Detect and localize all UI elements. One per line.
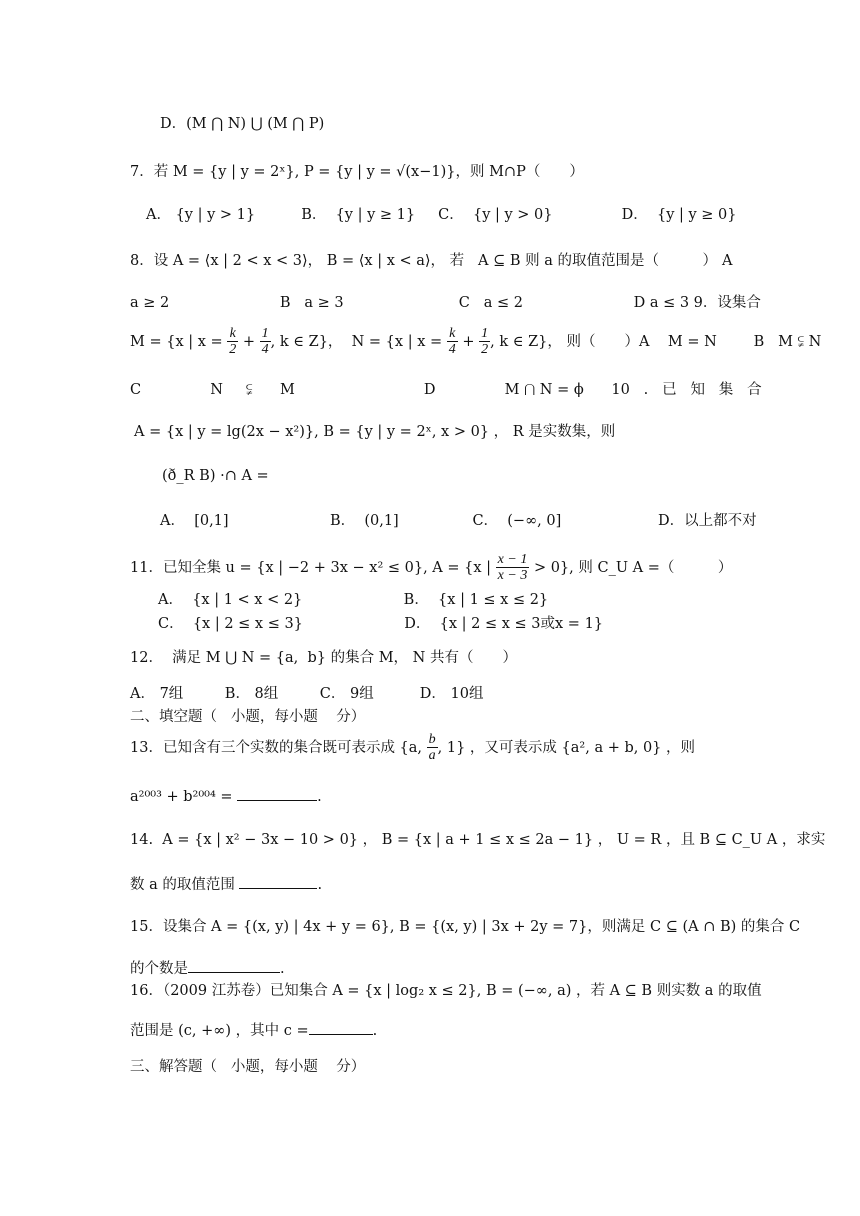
question-10-expression: (ð_R B) ·∩ A = — [162, 468, 269, 484]
q13-pre: 13．已知含有三个实数的集合既可表示成 {a, — [130, 739, 427, 756]
q9-m-set-pre: M = {x | x = — [130, 333, 228, 350]
q9-options-ab: , k ∈ Z}， 则（ ）A M = N B M ⫋ N — [490, 333, 822, 350]
q13-post: , 1} ，又可表示成 {a², a + b, 0} ，则 — [437, 739, 696, 756]
question-8-option-a-label: A — [722, 253, 733, 269]
fraction-denominator: 2 — [481, 342, 489, 357]
answer-blank[interactable] — [188, 958, 280, 973]
answer-blank[interactable] — [237, 786, 317, 801]
question-9-sets — [130, 326, 821, 357]
answer-blank[interactable] — [309, 1020, 373, 1035]
question-12: 12． 满足 M ⋃ N = {a, b} 的集合 M， N 共有（ ） — [130, 650, 517, 666]
period: . — [317, 789, 322, 805]
question-11-options-cd: C． {x | 2 ≤ x ≤ 3} D． {x | 2 ≤ x ≤ 3或x = 1} — [158, 616, 604, 632]
plus-sign: + — [457, 333, 480, 350]
q6-option-d: D．(M ⋂ N) ⋃ (M ⋂ P) — [160, 116, 325, 132]
fraction-numerator: k — [447, 326, 458, 342]
fraction-denominator: a — [428, 748, 436, 763]
fraction-numerator: x − 1 — [497, 552, 528, 567]
fraction-b-over-a — [427, 732, 438, 763]
question-13 — [130, 732, 695, 763]
section-3-heading: 三、解答题（ 小题，每小题 分） — [130, 1059, 366, 1075]
period: . — [280, 961, 285, 977]
question-11 — [130, 552, 732, 583]
answer-blank[interactable] — [239, 874, 317, 889]
q15-prompt: 的个数是 — [130, 961, 188, 977]
question-10-sets: A = {x | y = lg(2x − x²)}, B = {y | y = 2ˣ, x > 0} ， R 是实数集，则 — [134, 424, 616, 440]
fraction-numerator: k — [227, 326, 238, 342]
fraction-denominator: x − 3 — [497, 568, 528, 583]
fraction-numerator: 1 — [481, 326, 489, 341]
fraction-k-over-2 — [227, 326, 238, 357]
fraction-numerator: 1 — [261, 326, 269, 341]
q9-n-set-pre: , k ∈ Z}， N = {x | x = — [270, 333, 447, 350]
plus-sign: + — [238, 333, 260, 350]
period: . — [372, 1023, 378, 1039]
q11-post: > 0}, 则 C_U A =（ ） — [529, 559, 733, 576]
question-15: 15．设集合 A = {(x, y) | 4x + y = 6}, B = {(x, y) | 3x + 2y = 7}，则满足 C ⊆ (A ∩ B) 的集合 C — [130, 919, 801, 935]
question-15-answer-line — [130, 958, 285, 979]
question-14-answer-line — [130, 874, 322, 895]
fraction-numerator: b — [428, 732, 436, 747]
fraction-denominator: 2 — [229, 342, 237, 357]
period: . — [317, 877, 323, 893]
fraction-1-over-4 — [260, 326, 271, 357]
question-14: 14. A = {x | x² − 3x − 10 > 0} ， B = {x | a + 1 ≤ x ≤ 2a − 1} ， U = R ，且 B ⊆ C_U A ，求实 — [130, 832, 826, 848]
question-8-options-and-9: a ≥ 2 B a ≥ 3 C a ≤ 2 D a ≤ 3 9．设集合 — [130, 295, 761, 311]
question-10-options: A． [0,1] B． (0,1] C． (−∞, 0] D．以上都不对 — [160, 513, 757, 529]
question-9-options-cd-and-10: C N ⫋ M D M ⋂ N = ϕ 10 . 已 知 集 合 — [130, 382, 762, 398]
fraction-x-minus-1-over-x-minus-3 — [496, 552, 530, 583]
section-2-heading: 二、填空题（ 小题，每小题 分） — [130, 709, 366, 725]
question-12-options: A． 7组 B． 8组 C． 9组 D． 10组 — [130, 686, 484, 702]
q14-prompt: 数 a 的取值范围 — [130, 877, 240, 893]
question-11-options-ab: A． {x | 1 < x < 2} B． {x | 1 ≤ x ≤ 2} — [158, 592, 549, 608]
question-7: 7．若 M = {y | y = 2ˣ}, P = {y | y = √(x−1)}，则 M∩P（ ） — [130, 164, 584, 180]
question-16-answer-line — [130, 1020, 377, 1041]
question-13-answer-line — [130, 786, 322, 807]
question-8: 8．设 A = ⟨x | 2 < x < 3⟩， B = ⟨x | x < a⟩， 若 A ⊆ B 则 a 的取值范围是（ ） — [130, 253, 717, 269]
question-7-options: A． {y | y > 1} B． {y | y ≥ 1} C． {y | y > 0} D． {y | y ≥ 0} — [146, 207, 737, 223]
fraction-denominator: 4 — [448, 342, 456, 357]
q13-expression: a²⁰⁰³ + b²⁰⁰⁴ = — [130, 789, 238, 805]
q16-prompt: 范围是 (c, +∞) ，其中 c = — [130, 1023, 309, 1039]
fraction-denominator: 4 — [261, 342, 269, 357]
fraction-k-over-4 — [447, 326, 458, 357]
question-16: 16．（2009 江苏卷）已知集合 A = {x | log₂ x ≤ 2}, B = (−∞, a) ，若 A ⊆ B 则实数 a 的取值 — [130, 983, 762, 999]
q11-pre: 11．已知全集 u = {x | −2 + 3x − x² ≤ 0}, A = {x | — [130, 559, 496, 576]
fraction-1-over-2 — [479, 326, 490, 357]
